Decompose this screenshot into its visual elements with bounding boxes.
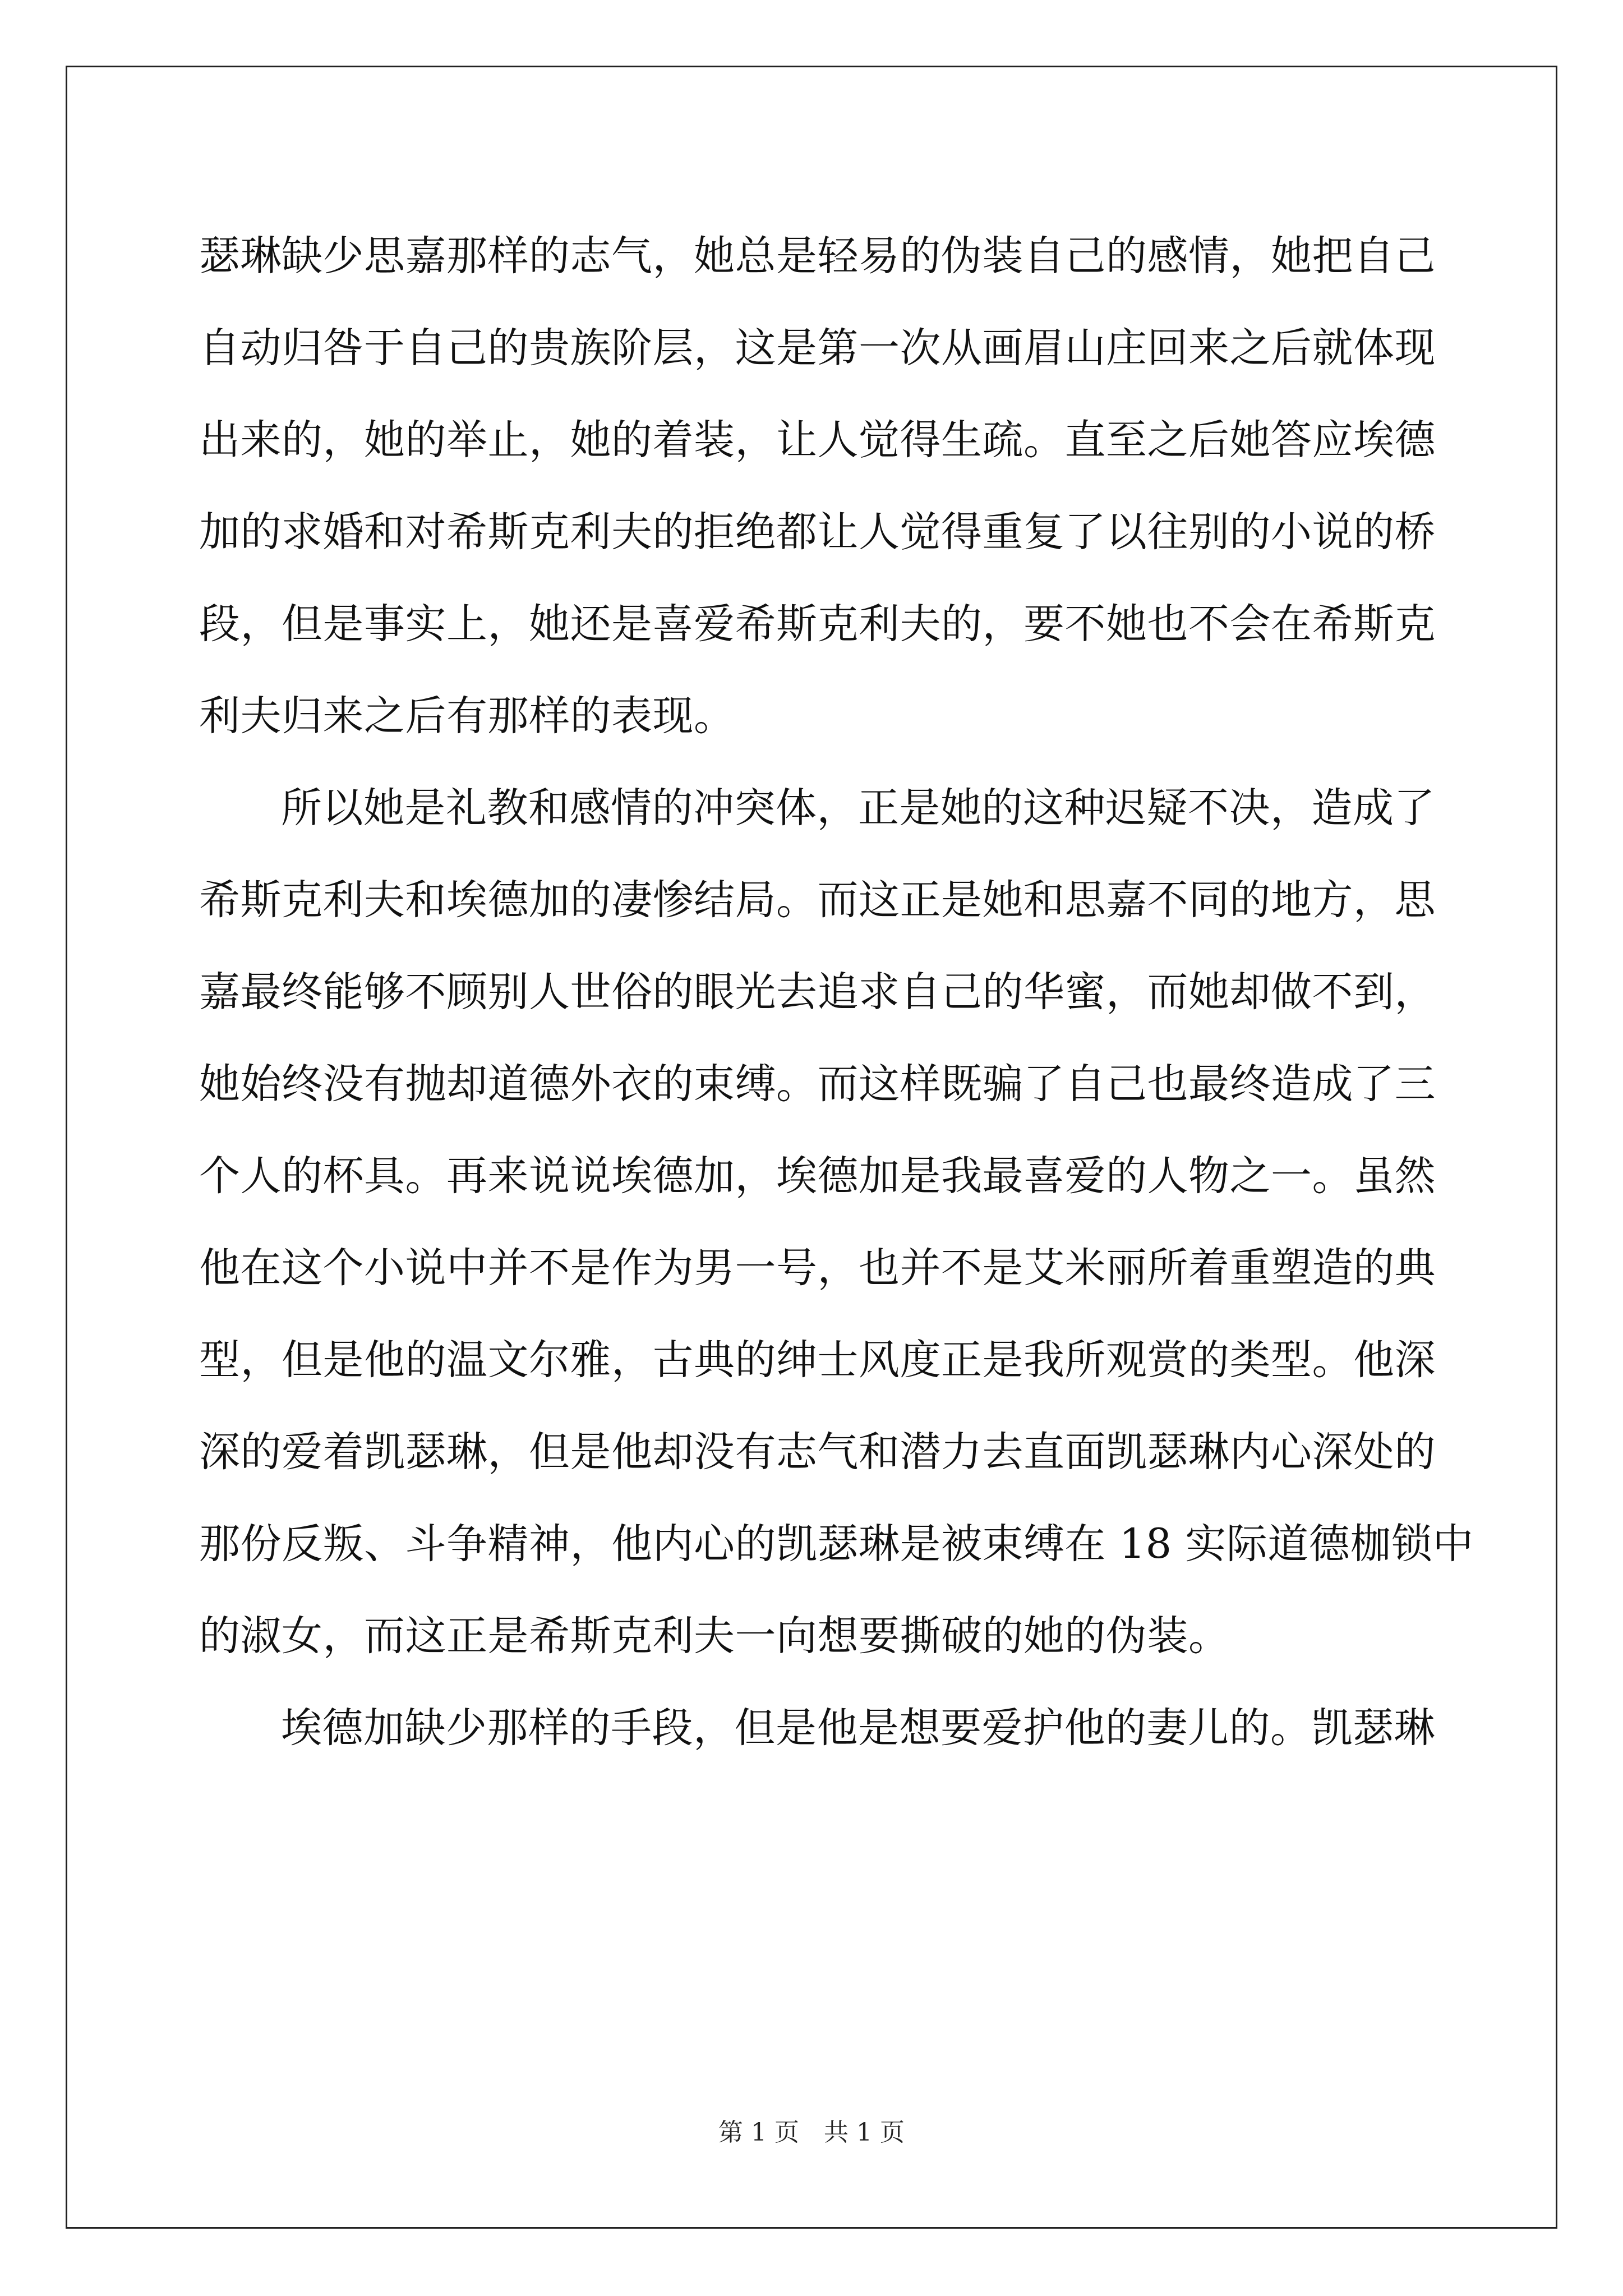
text-line: 型，但是他的温文尔雅，古典的绅士风度正是我所观赏的类型。他深 [199, 1336, 1436, 1384]
text-line: 那份反叛、斗争精神，他内心的凯瑟琳是被束缚在 18 实际道德枷锁中 [199, 1520, 1474, 1568]
text-line: 她始终没有抛却道德外衣的束缚。而这样既骗了自己也最终造成了三 [199, 1060, 1436, 1108]
text-line: 的淑女，而这正是希斯克利夫一向想要撕破的她的伪装。 [199, 1612, 1230, 1660]
text-line: 出来的，她的举止，她的着装，让人觉得生疏。直至之后她答应埃德 [199, 416, 1436, 464]
text-line: 他在这个小说中并不是作为男一号，也并不是艾米丽所着重塑造的典 [199, 1244, 1436, 1292]
text-line: 利夫归来之后有那样的表现。 [199, 692, 735, 740]
text-line: 自动归咎于自己的贵族阶层，这是第一次从画眉山庄回来之后就体现 [199, 324, 1436, 372]
text-line-indent: 埃德加缺少那样的手段，但是他是想要爱护他的妻儿的。凯瑟琳 [281, 1704, 1435, 1752]
text-line: 希斯克利夫和埃德加的凄惨结局。而这正是她和思嘉不同的地方，思 [199, 876, 1436, 924]
page-footer [0, 2116, 1623, 2150]
text-line: 嘉最终能够不顾别人世俗的眼光去追求自己的华蜜，而她却做不到， [199, 968, 1436, 1016]
text-line: 个人的杯具。再来说说埃德加，埃德加是我最喜爱的人物之一。虽然 [199, 1152, 1436, 1200]
text-line: 深的爱着凯瑟琳，但是他却没有志气和潜力去直面凯瑟琳内心深处的 [199, 1428, 1436, 1476]
document-body [199, 210, 1474, 1774]
text-line: 段，但是事实上，她还是喜爱希斯克利夫的，要不她也不会在希斯克 [199, 600, 1436, 648]
page-number: 第 1 页 [718, 2118, 799, 2147]
text-line-indent: 所以她是礼教和感情的冲突体，正是她的这种迟疑不决，造成了 [281, 784, 1435, 832]
page-total: 共 1 页 [824, 2118, 905, 2147]
text-line: 加的求婚和对希斯克利夫的拒绝都让人觉得重复了以往别的小说的桥 [199, 508, 1436, 556]
text-line: 瑟琳缺少思嘉那样的志气，她总是轻易的伪装自己的感情，她把自己 [199, 232, 1436, 280]
